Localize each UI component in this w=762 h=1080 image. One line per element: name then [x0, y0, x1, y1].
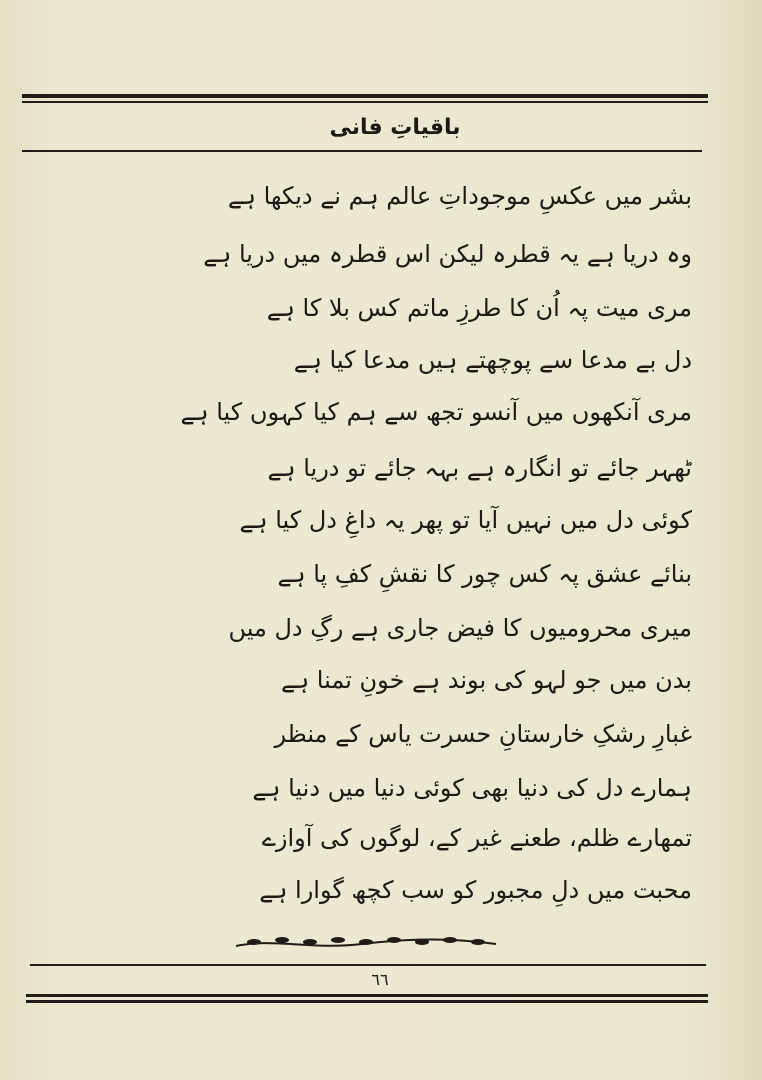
running-header-title: باقیاتِ فانی	[329, 115, 461, 140]
verse-line: دل بے مدعا سے پوچھتے ہیں مدعا کیا ہے	[293, 346, 692, 374]
decorative-vine-ornament	[232, 928, 500, 954]
verse-line: کوئی دل میں نہیں آیا تو پھر یہ داغِ دل کیا ہے	[239, 506, 692, 534]
verse-line: بشر میں عکسِ موجوداتِ عالم ہم نے دیکھا ہے	[227, 182, 692, 210]
verse-line: بنائے عشق پہ کس چور کا نقشِ کفِ پا ہے	[277, 560, 692, 588]
footer-rule-top	[30, 964, 706, 966]
top-double-rule-lower	[22, 101, 708, 103]
header-underline	[22, 150, 702, 152]
verse-line: محبت میں دلِ مجبور کو سب کچھ گوارا ہے	[259, 876, 692, 904]
verse-line: تمھارے ظلم، طعنے غیر کے، لوگوں کی آوازے	[261, 824, 692, 852]
top-double-rule-upper	[22, 94, 708, 98]
page-number: ٦٦	[371, 970, 389, 989]
verse-line: مری آنکھوں میں آنسو تجھ سے ہم کیا کہوں کیا ہے	[180, 398, 692, 426]
footer-double-rule-upper	[26, 994, 708, 997]
verse-line: مری میت پہ اُن کا طرزِ ماتم کس بلا کا ہے	[266, 294, 692, 322]
verse-line: ہمارے دل کی دنیا بھی کوئی دنیا میں دنیا ہے	[252, 774, 692, 802]
verse-line: ٹھہر جائے تو انگارہ ہے بہہ جائے تو دریا ہے	[267, 454, 692, 482]
verse-line: بدن میں جو لہو کی بوند ہے خونِ تمنا ہے	[281, 666, 692, 694]
footer-double-rule-lower	[26, 1000, 708, 1003]
verse-line: میری محرومیوں کا فیض جاری ہے رگِ دل میں	[228, 614, 692, 642]
verse-line: وہ دریا ہے یہ قطرہ لیکن اس قطرہ میں دریا ہے	[203, 240, 692, 268]
verse-line: غبارِ رشکِ خارستانِ حسرت یاس کے منظر	[274, 720, 692, 748]
